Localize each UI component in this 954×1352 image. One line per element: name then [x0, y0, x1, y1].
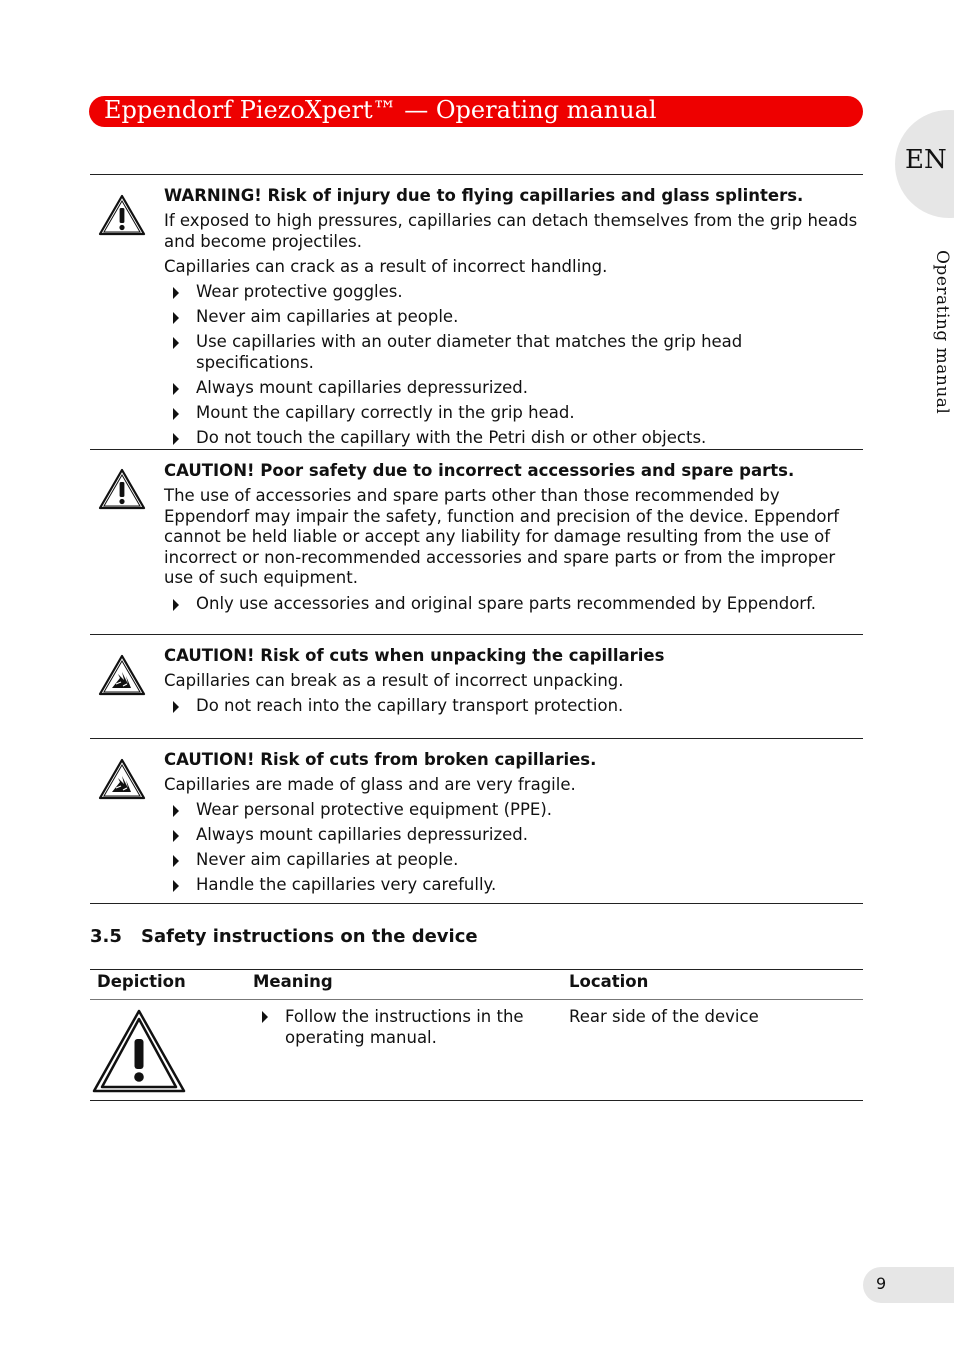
language-label: EN: [905, 145, 947, 175]
side-section-label: Operating manual: [932, 250, 952, 415]
bullet-arrow-icon: [173, 830, 179, 842]
bullet-arrow-icon: [173, 805, 179, 817]
warning-sign-icon: [92, 1009, 186, 1093]
list-item: Always mount capillaries depressurized.: [164, 825, 864, 846]
bullet-arrow-icon: [173, 287, 179, 299]
notice-title: CAUTION! Poor safety due to incorrect accessories and spare parts.: [164, 461, 795, 480]
notice-title: CAUTION! Risk of cuts when unpacking the capillaries: [164, 646, 665, 665]
notice-text: If exposed to high pressures, capillaries can detach themselves from the grip heads and become projectiles.: [164, 211, 858, 251]
cut-hazard-icon: [98, 654, 146, 696]
column-header-location: Location: [569, 972, 649, 991]
page-number: 9: [876, 1274, 887, 1293]
document-title: Eppendorf PiezoXpert™ — Operating manual: [104, 96, 657, 124]
cut-hazard-icon: [98, 758, 146, 800]
notice-title: WARNING! Risk of injury due to flying capillaries and glass splinters.: [164, 186, 804, 205]
bullet-arrow-icon: [173, 701, 179, 713]
header-bar: [89, 96, 863, 127]
list-item: Mount the capillary correctly in the grip head.: [164, 403, 864, 424]
list-item: Wear personal protective equipment (PPE).: [164, 800, 864, 821]
table-top-rule: [90, 969, 863, 970]
bullet-arrow-icon: [173, 312, 179, 324]
notice-text: The use of accessories and spare parts other than those recommended by Eppendorf may impair the safety, function and precision of the device. Eppendorf cannot be held liable or accept any liability for damage resulting from the use of incorrect or non-recommended accessories and spare parts or from the improper use of such equipment.: [164, 486, 840, 588]
list-item: Use capillaries with an outer diameter that matches the grip head specifications.: [164, 332, 864, 373]
list-item: Never aim capillaries at people.: [164, 850, 864, 871]
bullet-arrow-icon: [173, 880, 179, 892]
list-item: [253, 1006, 543, 1048]
notice-text: Capillaries can crack as a result of incorrect handling.: [164, 256, 608, 276]
warning-triangle-icon: [98, 468, 146, 510]
list-item: Do not touch the capillary with the Petri dish or other objects.: [164, 428, 864, 449]
section-number: 3.5: [90, 926, 122, 947]
list-item: Wear protective goggles.: [164, 282, 864, 303]
table-header-rule: [90, 999, 863, 1000]
bullet-arrow-icon: [173, 855, 179, 867]
section-heading: [90, 926, 478, 947]
divider: [90, 174, 863, 175]
bullet-arrow-icon: [173, 383, 179, 395]
column-header-meaning: Meaning: [253, 972, 333, 991]
divider: [90, 738, 863, 739]
bullet-arrow-icon: [173, 337, 179, 349]
bullet-arrow-icon: [173, 599, 179, 611]
section-title: Safety instructions on the device: [141, 926, 478, 947]
bullet-arrow-icon: [173, 408, 179, 420]
meaning-text: Follow the instructions in the operating manual.: [285, 1007, 524, 1047]
notice-text: Capillaries are made of glass and are very fragile.: [164, 775, 576, 795]
column-header-depiction: Depiction: [97, 972, 186, 991]
list-item: Handle the capillaries very carefully.: [164, 875, 864, 896]
list-item: Never aim capillaries at people.: [164, 307, 864, 328]
bullet-arrow-icon: [262, 1011, 268, 1023]
bullet-arrow-icon: [173, 433, 179, 445]
notice-title: CAUTION! Risk of cuts from broken capillaries.: [164, 750, 597, 769]
divider: [90, 634, 863, 635]
list-item: Only use accessories and original spare parts recommended by Eppendorf.: [164, 594, 864, 615]
list-item: Always mount capillaries depressurized.: [164, 378, 864, 399]
table-bottom-rule: [90, 1100, 863, 1101]
warning-triangle-icon: [98, 194, 146, 236]
divider: [90, 903, 863, 904]
notice-text: Capillaries can break as a result of incorrect unpacking.: [164, 671, 624, 691]
table-row: [253, 1006, 543, 1048]
list-item: Do not reach into the capillary transport protection.: [164, 696, 864, 717]
location-text: Rear side of the device: [569, 1007, 759, 1026]
